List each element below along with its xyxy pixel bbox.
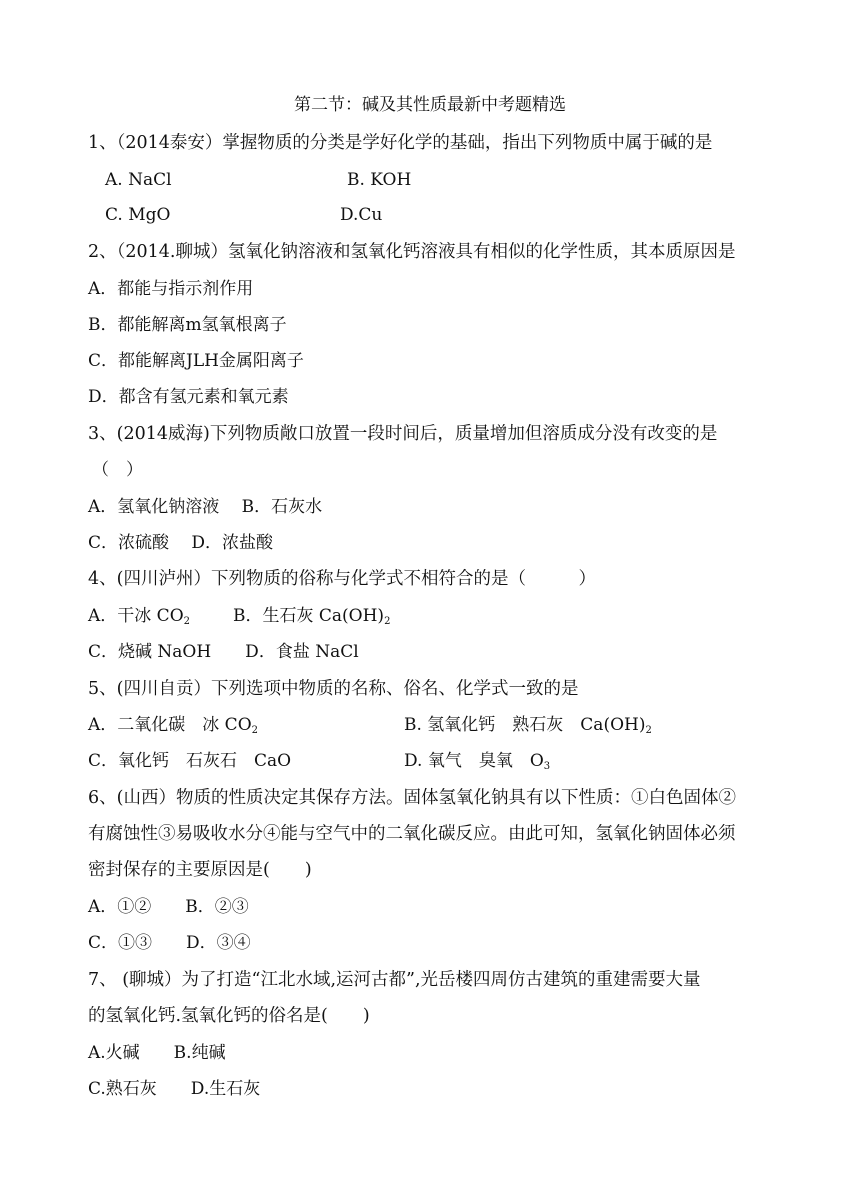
- question-5-option-b-text: B. 氢氧化钙 熟石灰 Ca(OH): [404, 715, 646, 735]
- question-5-option-a: [88, 710, 258, 740]
- question-4-option-b: [233, 601, 390, 631]
- question-5-option-d-text: D. 氧气 臭氧 O: [404, 751, 544, 771]
- question-4-option-a: [88, 601, 190, 631]
- question-2-stem: 2、（2014.聊城）氢氧化钠溶液和氢氧化钙溶液具有相似的化学性质，其本质原因是: [88, 242, 736, 262]
- question-3-options-ab: A．氢氧化钠溶液 B．石灰水: [88, 497, 323, 517]
- question-6-options-ab: A．①② B．②③: [88, 897, 249, 917]
- question-5-stem: 5、(四川自贡）下列选项中物质的名称、俗名、化学式一致的是: [88, 679, 579, 699]
- question-6-stem-line-1: 6、(山西）物质的性质决定其保存方法。固体氢氧化钠具有以下性质：①白色固体②: [88, 788, 736, 808]
- question-2-option-a: A．都能与指示剂作用: [88, 279, 254, 299]
- page-title: 第二节：碱及其性质最新中考题精选: [294, 95, 566, 115]
- question-3-options-cd: C．浓硫酸 D．浓盐酸: [88, 533, 274, 553]
- question-1-stem: 1、（2014泰安）掌握物质的分类是学好化学的基础，指出下列物质中属于碱的是: [88, 133, 713, 153]
- question-6-stem-line-2: 有腐蚀性③易吸收水分④能与空气中的二氧化碳反应。由此可知，氢氧化钠固体必须: [88, 824, 736, 844]
- question-4-options-cd: C．烧碱 NaOH D．食盐 NaCl: [88, 642, 359, 662]
- question-5-option-b-subscript: 2: [645, 725, 652, 736]
- question-3-stem: 3、(2014威海)下列物质敞口放置一段时间后，质量增加但溶质成分没有改变的是: [88, 424, 718, 444]
- question-7-options-cd: C.熟石灰 D.生石灰: [88, 1079, 261, 1099]
- question-5-option-a-subscript: 2: [251, 725, 258, 736]
- question-5-option-a-text: A．二氧化碳 冰 CO: [88, 715, 252, 735]
- question-2-option-d: D．都含有氢元素和氧元素: [88, 387, 289, 407]
- question-6-options-cd: C．①③ D．③④: [88, 933, 251, 953]
- question-7-stem-line-1: 7、 (聊城）为了打造“江北水域,运河古都”,光岳楼四周仿古建筑的重建需要大量: [88, 970, 701, 990]
- question-7-stem-line-2: 的氢氧化钙.氢氧化钙的俗名是( ): [88, 1006, 370, 1026]
- question-5-option-d: [404, 746, 550, 776]
- question-4-stem: 4、(四川泸州）下列物质的俗称与化学式不相符合的是（ ）: [88, 569, 596, 589]
- question-1-option-b: B. KOH: [347, 170, 412, 190]
- question-1-option-c: C. MgO: [105, 205, 171, 225]
- question-5-option-c: C．氧化钙 石灰石 CaO: [88, 751, 292, 771]
- question-4-option-b-text: B．生石灰 Ca(OH): [233, 606, 385, 626]
- question-7-options-ab: A.火碱 B.纯碱: [88, 1043, 226, 1063]
- question-4-option-b-subscript: 2: [384, 616, 391, 627]
- question-4-option-a-subscript: 2: [183, 616, 190, 627]
- question-4-option-a-text: A．干冰 CO: [88, 606, 184, 626]
- question-5-option-b: [404, 710, 652, 740]
- question-3-answer-blank: （ ）: [92, 460, 143, 480]
- question-5-option-d-subscript: 3: [543, 761, 551, 772]
- question-1-option-a: A. NaCl: [105, 170, 172, 190]
- question-6-stem-line-3: 密封保存的主要原因是( ): [88, 860, 312, 880]
- question-1-option-d: D.Cu: [340, 205, 383, 225]
- question-2-option-c: C．都能解离JLH金属阳离子: [88, 351, 304, 371]
- question-2-option-b: B．都能解离m氢氧根离子: [88, 315, 287, 335]
